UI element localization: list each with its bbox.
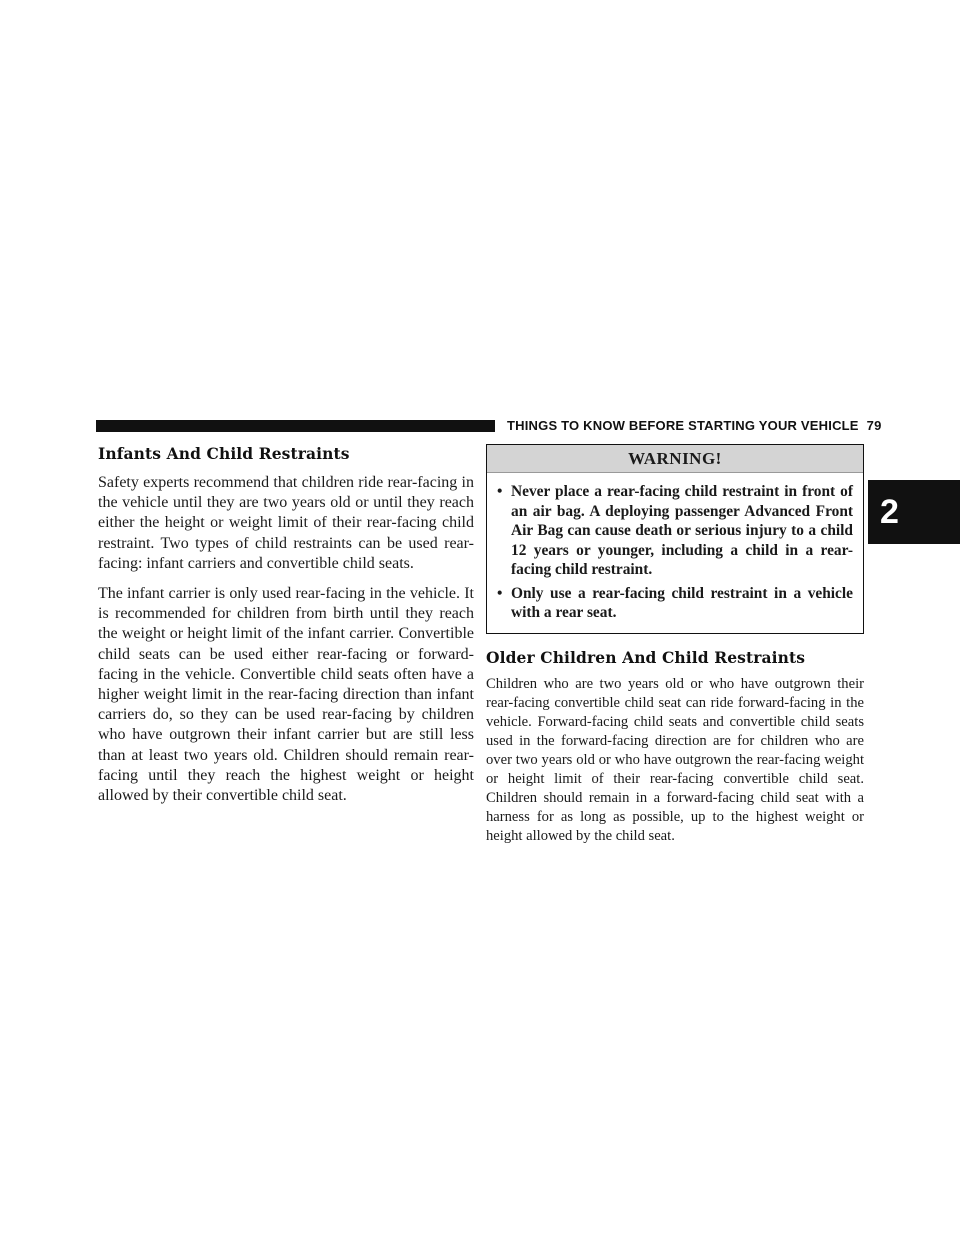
paragraph-2: The infant carrier is only used rear-facing in the vehicle. It is recommended for children from birth until they reach the weight or height limit of the infant carrier. Convertible child seats can be used either rear-facing or forward-facing in the vehicle. Convertible child seats often have a higher weight limit in the rear-facing direction than infant carriers do, so they can be used rear-facing by children who have outgrown their infant carrier but are still less than at least two years old. Children should remain rear-facing until they reach the highest weight or height allowed by their convertible child seat. bbox=[98, 585, 474, 805]
section-heading-older-children: Older Children And Child Restraints bbox=[486, 647, 806, 667]
warning-item bbox=[497, 584, 853, 623]
warning-box bbox=[486, 444, 864, 634]
section-heading-infants: Infants And Child Restraints bbox=[98, 444, 350, 463]
warning-title: WARNING! bbox=[487, 445, 863, 473]
bullet-icon: • bbox=[497, 584, 503, 602]
left-column bbox=[98, 444, 474, 816]
chapter-tab bbox=[868, 480, 960, 544]
header-rule bbox=[96, 420, 495, 432]
warning-item-text: Only use a rear-facing child restraint in a vehicle with a rear seat. bbox=[511, 584, 853, 621]
paragraph-older-children: Children who are two years old or who have outgrown their rear-facing convertible child seat can ride forward-facing in the vehicle. Forward-facing child seats and convertible child seats used in the forward-facing direction are for children who are over two years old or who have outgrown the rear-facing weight or height limit of their rear-facing convertible child seat. Children should remain in a forward-facing child seat with a harness for as long as possible, up to the highest weight or height allowed by the child seat. bbox=[486, 675, 864, 844]
warning-item-text: Never place a rear-facing child restraint in front of an air bag. A deploying passenger Advanced Front Air Bag can cause death or serious injury to a child 12 years or younger, including a child in a rear-facing child restraint. bbox=[511, 483, 853, 578]
page-number: 79 bbox=[866, 418, 882, 433]
paragraph-1: Safety experts recommend that children ride rear-facing in the vehicle until they are two years old or until they reach either the height or weight limit of their rear-facing child restraint. Two types of child restraints can be used rear-facing: infant carriers and convertible child seats. bbox=[98, 474, 474, 572]
chapter-number: 2 bbox=[880, 492, 899, 531]
warning-item bbox=[497, 482, 853, 580]
running-title: THINGS TO KNOW BEFORE STARTING YOUR VEHICLE bbox=[507, 418, 859, 433]
running-header bbox=[507, 418, 882, 433]
warning-list bbox=[487, 473, 863, 633]
bullet-icon: • bbox=[497, 483, 503, 500]
right-column bbox=[486, 444, 864, 856]
